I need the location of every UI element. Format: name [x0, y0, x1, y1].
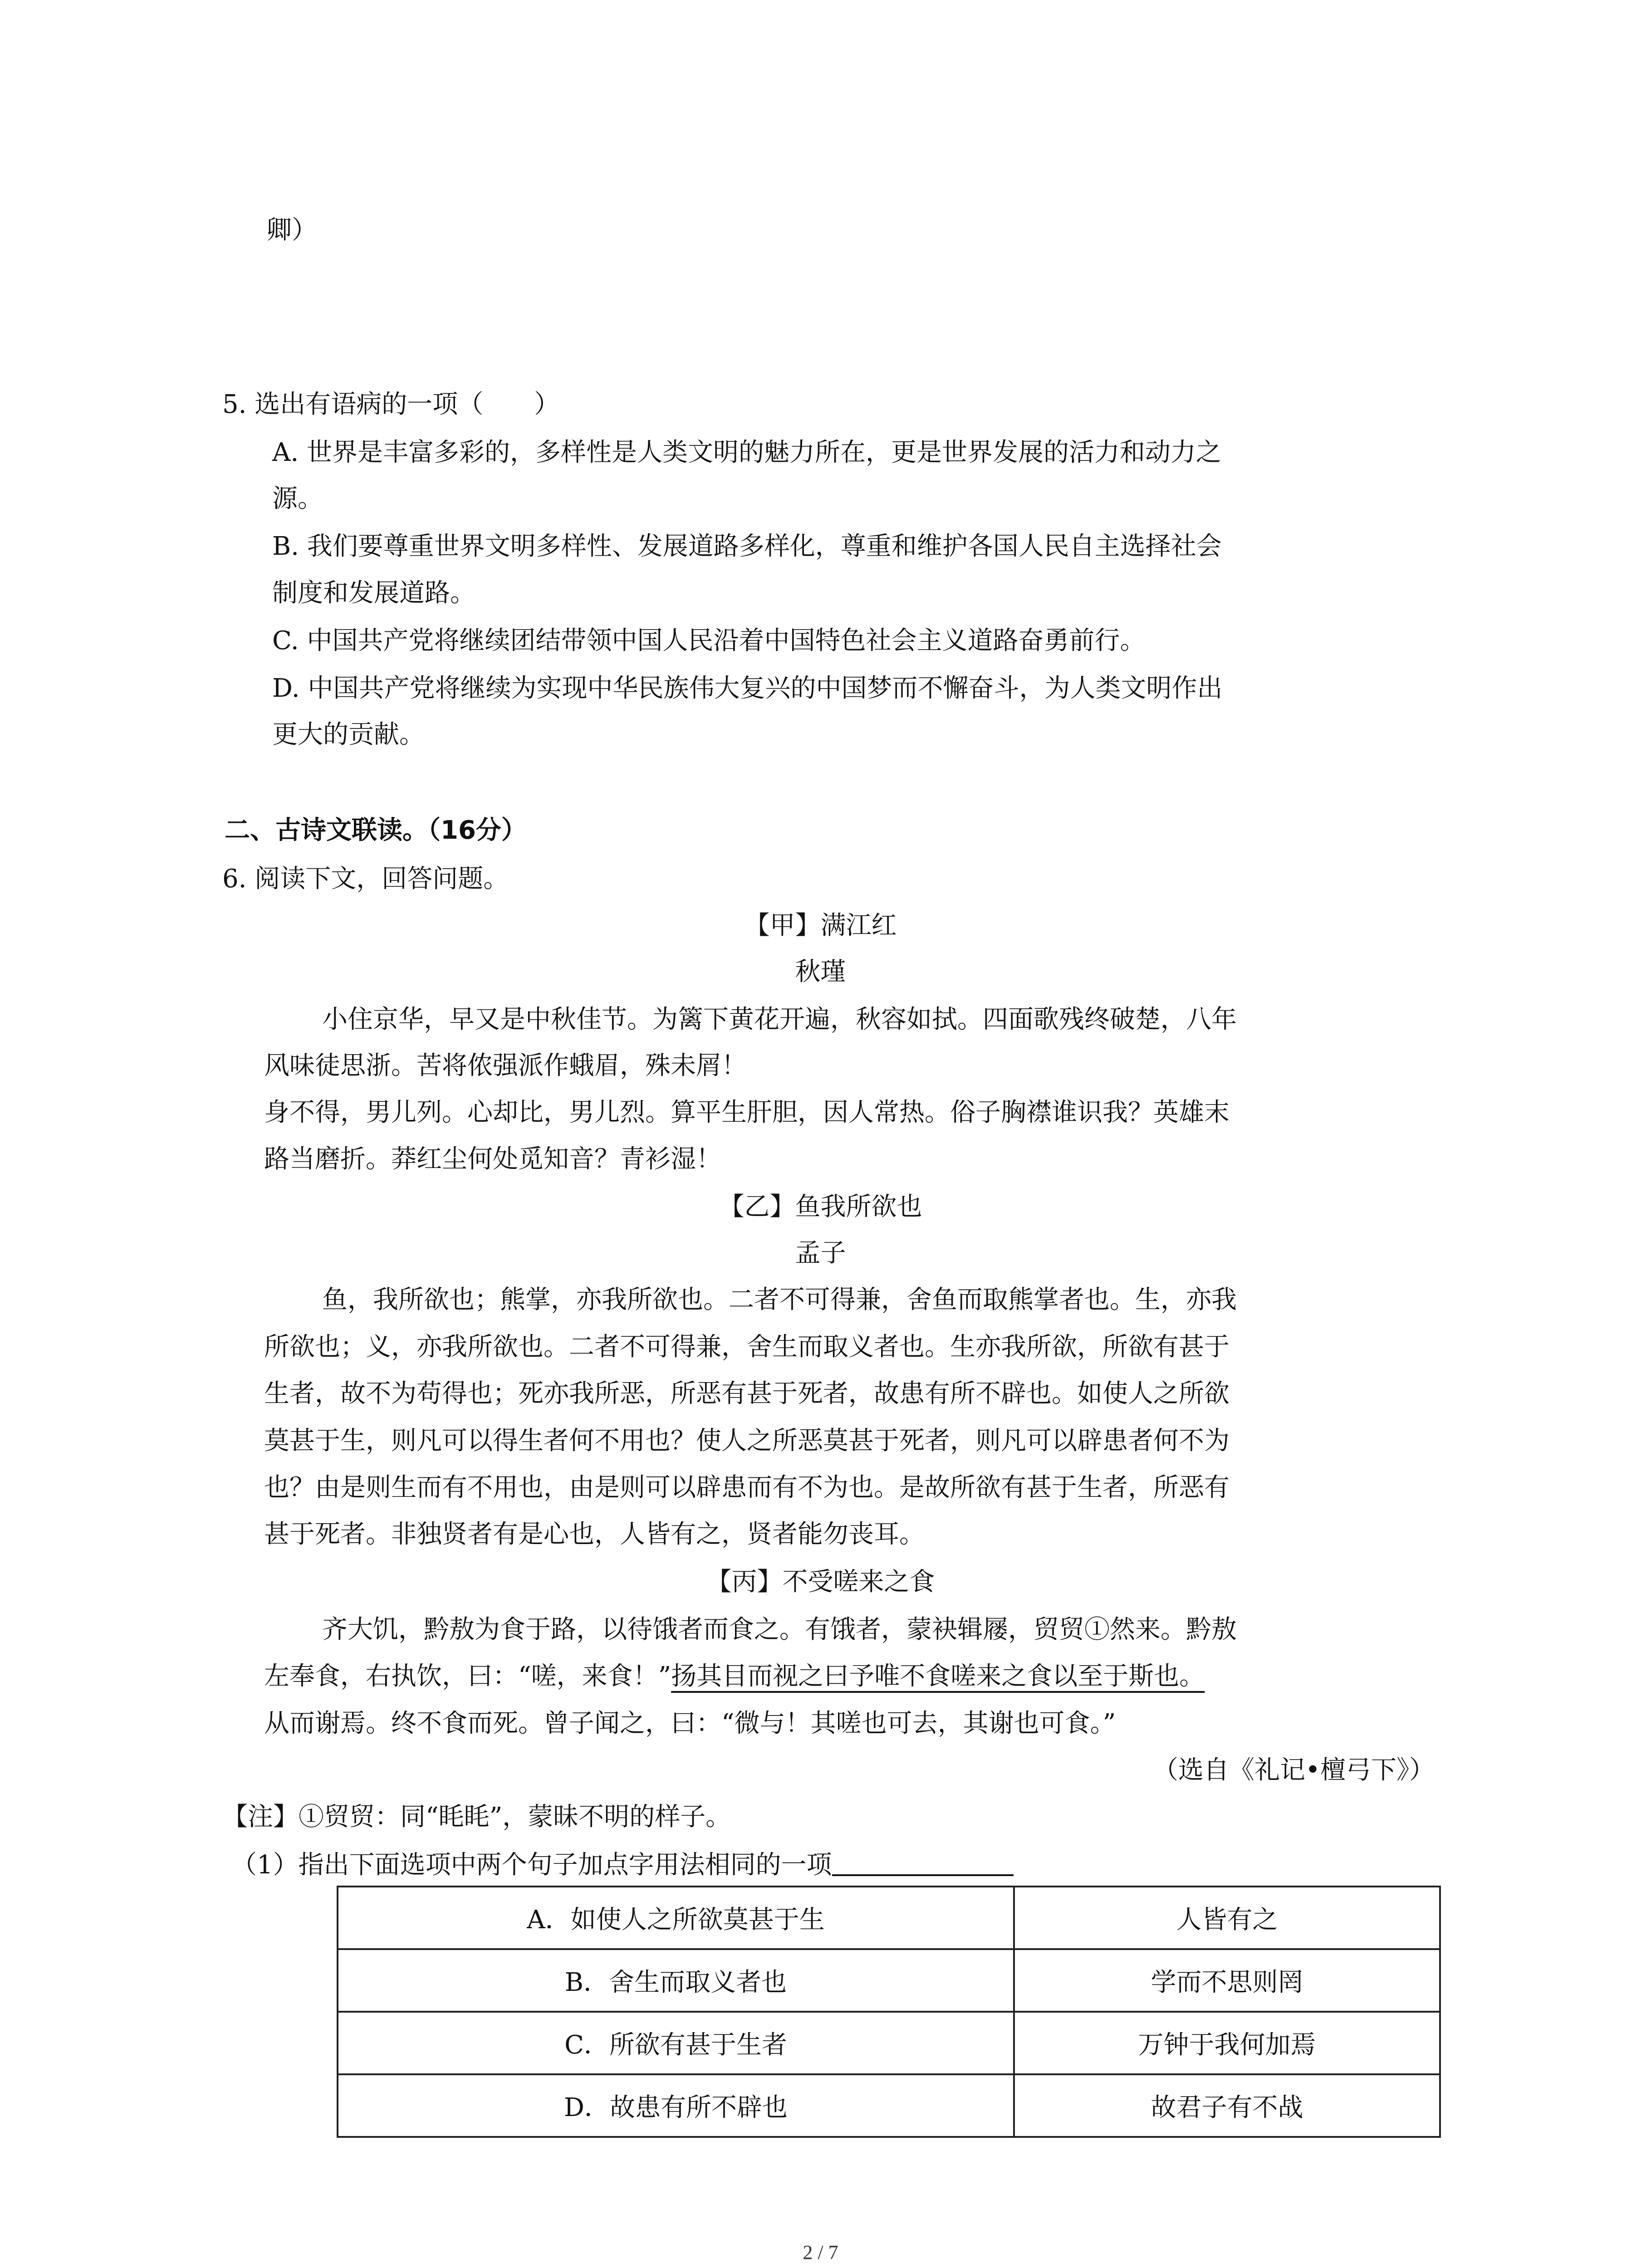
question-6-stem: 6. 阅读下文，回答问题。 [222, 864, 509, 894]
option-d-line1: D. 中国共产党将继续为实现中华民族伟大复兴的中国梦而不懈奋斗，为人类文明作出 [272, 674, 1223, 703]
text-bing-line3: 从而谢焉。终不食而死。曾子闻之，曰：“微与！其嗟也可去，其谢也可食。” [264, 1709, 1116, 1738]
annotation-note: 【注】①贸贸：同“眊眊”，蒙昧不明的样子。 [222, 1802, 731, 1832]
section-2-heading: 二、古诗文联读。（16分） [225, 816, 527, 845]
poem-jia-line2: 风味徒思浙。苦将侬强派作蛾眉，殊未屑！ [264, 1051, 747, 1080]
option-b-line1: B. 我们要尊重世界文明多样性、发展道路多样化，尊重和维护各国人民自主选择社会 [272, 532, 1222, 561]
option-a-line1: A. 世界是丰富多彩的，多样性是人类文明的魅力所在，更是世界发展的活力和动力之 [272, 438, 1222, 467]
page-number: 2 / 7 [803, 2241, 838, 2263]
option-right-cell: 学而不思则罔 [1014, 1949, 1440, 2012]
option-d-line2: 更大的贡献。 [272, 720, 425, 749]
text-bing-line2 [264, 1664, 1205, 1689]
text-yi-line5: 也？由是则生而有不用也，由是则可以辟患而有不为也。是故所欲有甚于生者，所恶有 [264, 1473, 1230, 1502]
text-bing-underlined-sentence: 扬其目而视之曰予唯不食嗟来之食以至于斯也。 [671, 1662, 1205, 1691]
options-table-row [338, 2012, 1440, 2074]
sub-question-1-stem: （1）指出下面选项中两个句子加点字用法相同的一项 [231, 1850, 832, 1880]
poem-jia-line4: 路当磨折。莽红尘何处觅知音？青衫湿！ [264, 1144, 721, 1174]
poem-jia-author: 秋瑾 [795, 957, 846, 987]
question-5-stem: 5. 选出有语病的一项（ ） [222, 390, 560, 419]
option-left-cell: C．所欲有甚于生者 [338, 2012, 1014, 2074]
text-yi-line2: 所欲也；义，亦我所欲也。二者不可得兼，舍生而取义者也。生亦我所欲，所欲有甚于 [264, 1332, 1230, 1362]
text-yi-author: 孟子 [795, 1238, 846, 1268]
text-yi-line4: 莫甚于生，则凡可以得生者何不用也？使人之所恶莫甚于死者，则凡可以辟患者何不为 [264, 1426, 1230, 1456]
options-table-row [338, 1887, 1440, 1949]
text-yi-line3: 生者，故不为苟得也；死亦我所恶，所恶有甚于死者，故患有所不辟也。如使人之所欲 [264, 1379, 1230, 1408]
option-right-cell: 人皆有之 [1014, 1887, 1440, 1949]
top-fragment: 卿） [266, 215, 317, 245]
text-bing-title: 【丙】不受嗟来之食 [706, 1567, 935, 1597]
option-left-cell: B．舍生而取义者也 [338, 1949, 1014, 2012]
poem-jia-line3: 身不得，男儿列。心却比，男儿烈。算平生肝胆，因人常热。俗子胸襟谁识我？英雄末 [264, 1098, 1230, 1127]
text-bing-line2-plain: 左奉食，右执饮，曰：“嗟，来食！” [264, 1662, 671, 1691]
option-right-cell: 万钟于我何加焉 [1014, 2012, 1440, 2074]
poem-jia-line1: 小住京华，早又是中秋佳节。为篱下黄花开遍，秋容如拭。四面歌残终破楚，八年 [322, 1005, 1237, 1034]
poem-jia-title: 【甲】满江红 [744, 911, 897, 940]
option-left-cell: D．故患有所不辟也 [338, 2074, 1014, 2137]
sub-question-1 [231, 1847, 1014, 1878]
options-table [337, 1886, 1441, 2138]
text-bing-source: （选自《礼记•檀弓下》） [1152, 1755, 1435, 1785]
text-yi-title: 【乙】鱼我所欲也 [719, 1192, 922, 1222]
option-c-line1: C. 中国共产党将继续团结带领中国人民沿着中国特色社会主义道路奋勇前行。 [272, 626, 1146, 655]
option-a-line2: 源。 [272, 484, 323, 513]
text-yi-line6: 甚于死者。非独贤者有是心也，人皆有之，贤者能勿丧耳。 [264, 1520, 925, 1549]
option-right-cell: 故君子有不战 [1014, 2074, 1440, 2137]
answer-blank[interactable] [832, 1847, 1014, 1876]
options-table-row [338, 1949, 1440, 2012]
text-bing-line1: 齐大饥，黔敖为食于路，以待饿者而食之。有饿者，蒙袂辑屦，贸贸①然来。黔敖 [322, 1615, 1237, 1644]
option-left-cell: A．如使人之所欲莫甚于生 [338, 1887, 1014, 1949]
options-table-row [338, 2074, 1440, 2137]
option-b-line2: 制度和发展道路。 [272, 578, 475, 608]
text-yi-line1: 鱼，我所欲也；熊掌，亦我所欲也。二者不可得兼，舍鱼而取熊掌者也。生，亦我 [322, 1285, 1237, 1315]
